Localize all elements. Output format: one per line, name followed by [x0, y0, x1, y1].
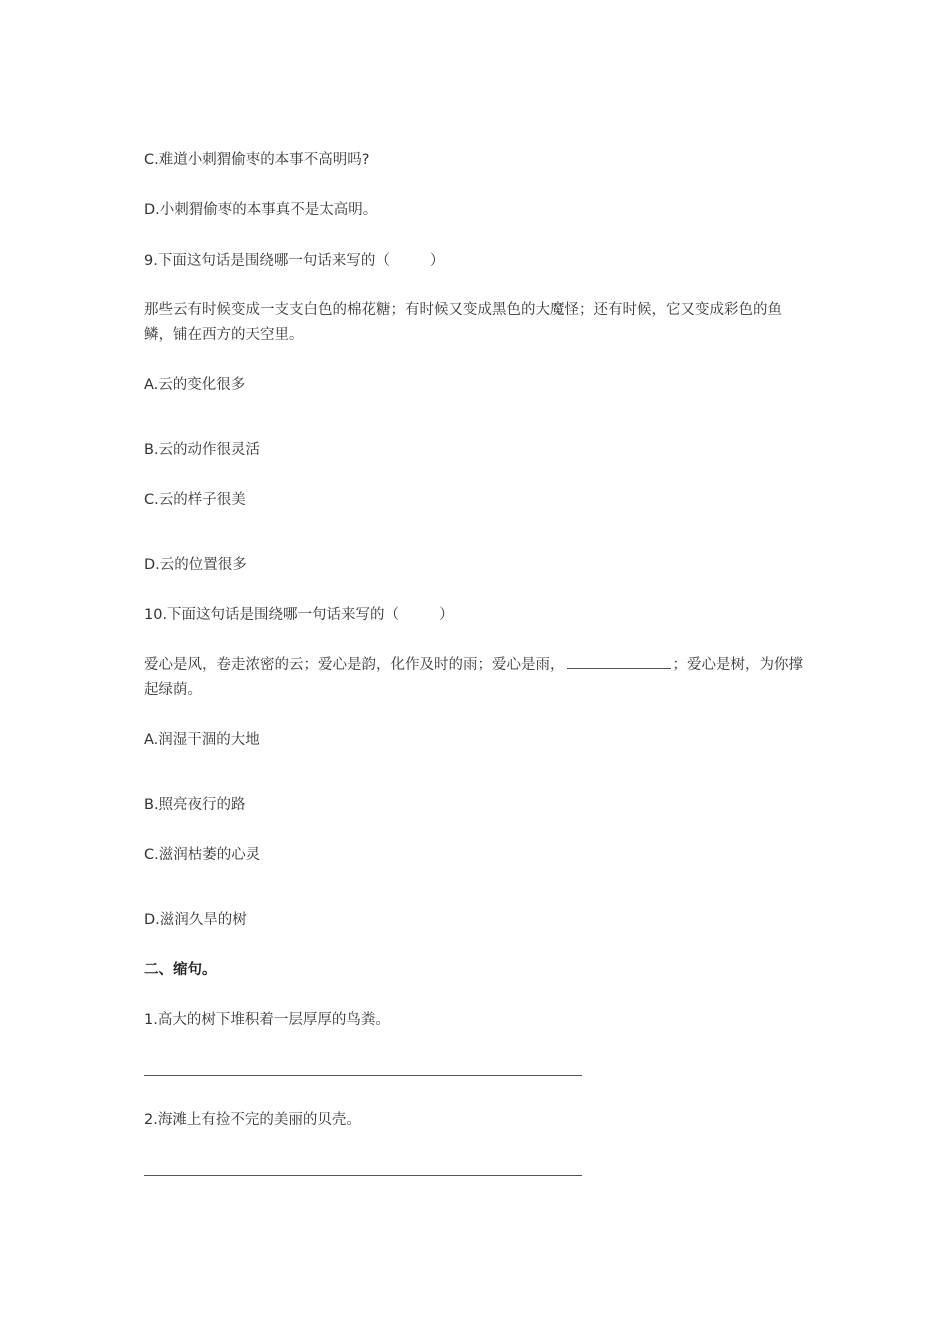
section-heading: 二、缩句。 — [144, 962, 217, 978]
q10-passage — [144, 653, 804, 703]
q9-option-c: C.云的样子很美 — [144, 492, 246, 508]
q10-passage-before: 爱心是风，卷走浓密的云；爱心是韵，化作及时的雨；爱心是雨， — [144, 657, 565, 673]
q9-stem — [144, 251, 444, 271]
q9-stem-text: 9.下面这句话是围绕哪一句话来写的（ — [144, 253, 390, 269]
q10-stem-text: 10.下面这句话是围绕哪一句话来写的（ — [144, 607, 400, 623]
condense-q1-answer-line[interactable] — [144, 1075, 582, 1076]
q10-passage-after: ；爱心是树，为你撑起绿荫。 — [144, 657, 803, 698]
q10-option-a: A.润湿干涸的大地 — [144, 732, 260, 748]
q9-option-b: B.云的动作很灵活 — [144, 442, 261, 458]
q9-stem-close: ） — [429, 253, 445, 269]
condense-q2-answer-line[interactable] — [144, 1175, 582, 1176]
condense-q1: 1.高大的树下堆积着一层厚厚的鸟粪。 — [144, 1012, 390, 1028]
q10-option-b: B.照亮夜行的路 — [144, 797, 246, 813]
q10-option-c: C.滋润枯萎的心灵 — [144, 847, 261, 863]
q8-option-d: D.小刺猬偷枣的本事真不是太高明。 — [144, 202, 378, 218]
q10-fill-blank[interactable] — [567, 653, 671, 669]
q9-option-d: D.云的位置很多 — [144, 557, 247, 573]
q10-stem-close: ） — [439, 607, 454, 623]
q9-passage: 那些云有时候变成一支支白色的棉花糖；有时候又变成黑色的大魔怪；还有时候，它又变成彩色的鱼鳞，铺在西方的天空里。 — [144, 302, 782, 343]
q8-option-c: C.难道小刺猬偷枣的本事不高明吗? — [144, 152, 370, 168]
q10-option-d: D.滋润久旱的树 — [144, 912, 247, 928]
q9-option-a: A.云的变化很多 — [144, 377, 246, 393]
q10-stem — [144, 605, 454, 625]
condense-q2: 2.海滩上有捡不完的美丽的贝壳。 — [144, 1112, 361, 1128]
